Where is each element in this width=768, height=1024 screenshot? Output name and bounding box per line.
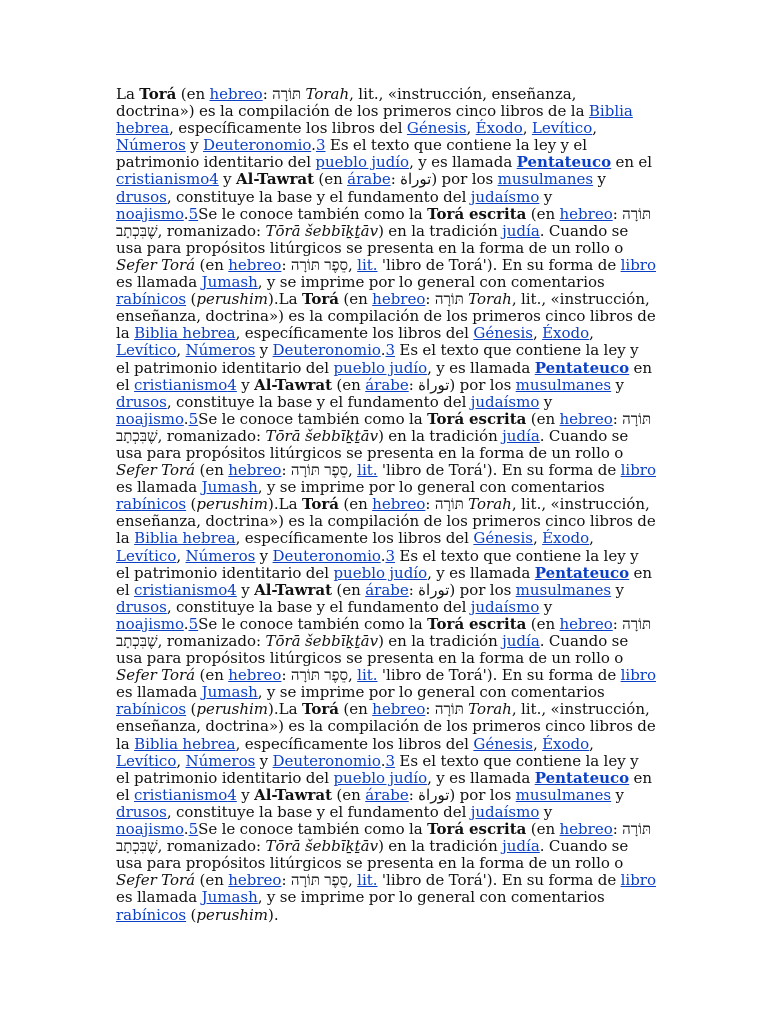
link-biblia-hebrea[interactable]: Biblia hebrea [134, 734, 236, 753]
text-run: , y es llamada [427, 358, 535, 377]
bold-term: Torá [301, 495, 340, 514]
link-cristianismo[interactable]: cristianismo [116, 170, 210, 189]
link-levitico[interactable]: Levítico [531, 119, 593, 138]
italic-term: Torah [305, 85, 350, 103]
text-run: es llamada [116, 888, 202, 907]
article-paragraph [116, 86, 656, 924]
bold-term: Torá escrita [427, 409, 527, 428]
text-run: : توراة) por los [408, 785, 516, 804]
link-judia[interactable]: judía [502, 426, 540, 445]
link-musulmanes[interactable]: musulmanes [515, 580, 612, 599]
text-run: : توراة) por los [408, 375, 516, 394]
text-run: (en [195, 461, 229, 480]
link-exodo[interactable]: Éxodo [475, 119, 523, 138]
link-jumash[interactable]: Jumash [201, 478, 258, 497]
link-biblia-hebrea[interactable]: Biblia hebrea [134, 529, 236, 548]
text-run: . [380, 341, 386, 360]
link-4[interactable]: 4 [227, 375, 237, 394]
italic-term: Tōrā šebbīḵṯāv [265, 632, 379, 650]
link-biblia-hebrea[interactable]: Biblia hebrea [134, 324, 236, 343]
text-run: en el [116, 563, 653, 599]
bold-term: Al-Tawrat [254, 580, 333, 599]
text-run: ) en la tradición [378, 837, 503, 856]
text-run: en el [116, 358, 653, 394]
link-hebreo[interactable]: hebreo [209, 85, 263, 103]
text-run: y [539, 802, 553, 821]
link-judia[interactable]: judía [502, 221, 540, 240]
text-run: , y es llamada [409, 153, 517, 172]
link-numeros[interactable]: Números [185, 546, 256, 565]
bold-term: Torá escrita [427, 614, 527, 633]
text-run: y [185, 136, 204, 155]
link-musulmanes[interactable]: musulmanes [515, 785, 612, 804]
link-jumash[interactable]: Jumash [201, 888, 258, 907]
text-run: . [380, 751, 386, 770]
link-arabe[interactable]: árabe [347, 170, 391, 189]
link-judia[interactable]: judía [502, 632, 540, 650]
text-run: y [255, 546, 273, 565]
text-run: , [592, 119, 598, 138]
link-cristianismo[interactable]: cristianismo [134, 375, 228, 394]
text-run: ( [186, 290, 197, 309]
link-3[interactable]: 3 [315, 136, 326, 155]
text-run: , constituye la base y el fundamento del [166, 392, 471, 411]
bold-term: Al-Tawrat [254, 785, 333, 804]
link-judaismo[interactable]: judaísmo [470, 392, 540, 411]
text-run: , [532, 734, 543, 753]
link-4[interactable]: 4 [209, 170, 219, 189]
text-run: ) en la tradición [378, 221, 503, 240]
link-numeros[interactable]: Números [185, 751, 256, 770]
text-run: La [116, 85, 140, 103]
link-genesis[interactable]: Génesis [473, 734, 533, 753]
text-run: , y se imprime por lo general con comentarios [257, 478, 605, 497]
text-run: (en [195, 871, 229, 890]
text-run: (en [339, 290, 373, 309]
link-jumash[interactable]: Jumash [201, 273, 258, 292]
link-noajismo[interactable]: noajismo [116, 820, 184, 839]
link-musulmanes[interactable]: musulmanes [497, 170, 594, 189]
link-lit[interactable]: lit. [357, 255, 378, 274]
text-run: , específicamente los libros del [235, 734, 474, 753]
link-hebreo[interactable]: hebreo [559, 820, 613, 839]
text-run: . [183, 204, 189, 223]
text-run: Es el texto que contiene la ley y el patrimonio identitario del [116, 341, 639, 377]
text-run: , [589, 324, 594, 343]
text-run: y [218, 170, 237, 189]
link-hebreo[interactable]: hebreo [228, 871, 282, 890]
text-run: : توراة) por los [408, 580, 516, 599]
italic-term: perushim [196, 290, 269, 309]
text-run: La [278, 700, 302, 719]
text-run: , [466, 119, 476, 138]
link-3[interactable]: 3 [385, 751, 396, 770]
text-run: (en [339, 495, 373, 514]
link-judaismo[interactable]: judaísmo [470, 597, 540, 616]
text-run: es llamada [116, 273, 202, 292]
link-hebreo[interactable]: hebreo [228, 666, 282, 685]
text-run: , específicamente los libros del [235, 324, 474, 343]
italic-term: Tōrā šebbīḵṯāv [265, 221, 379, 240]
text-run: en el [611, 153, 653, 172]
bold-term: Al-Tawrat [254, 375, 333, 394]
bold-term: Torá escrita [427, 204, 527, 223]
text-run: : תּוֹרָה [425, 495, 469, 514]
link-judia[interactable]: judía [502, 837, 540, 856]
text-run: , [522, 119, 532, 138]
text-run: (en [526, 614, 560, 633]
link-deuteronomio[interactable]: Deuteronomio [272, 341, 381, 360]
text-run: , [589, 734, 594, 753]
link-levitico[interactable]: Levítico [116, 341, 177, 360]
link-pentateuco[interactable]: Pentateuco [516, 153, 612, 172]
text-run: Se le conoce también como la [198, 820, 428, 839]
text-run: Es el texto que contiene la ley y el patrimonio identitario del [116, 136, 588, 172]
bold-term: Torá escrita [427, 820, 527, 839]
text-run: (en [526, 820, 560, 839]
link-lit[interactable]: lit. [357, 666, 378, 685]
text-run: : תּוֹרָה [425, 700, 469, 719]
text-run: 'libro de Torá'). En su forma de [377, 255, 621, 274]
bold-term: Torá [139, 85, 177, 103]
text-run: , y se imprime por lo general con comentarios [257, 888, 605, 907]
link-hebreo[interactable]: hebreo [372, 290, 426, 309]
text-run: 'libro de Torá'). En su forma de [377, 871, 621, 890]
link-4[interactable]: 4 [227, 785, 237, 804]
link-rabinicos[interactable]: rabínicos [116, 495, 187, 514]
text-run: . Cuando se usa para propósitos litúrgicos se presenta en la forma de un rollo o [116, 221, 629, 257]
text-run: , [532, 529, 543, 548]
text-run: (en [314, 170, 348, 189]
link-arabe[interactable]: árabe [365, 785, 409, 804]
text-run: (en [195, 666, 229, 685]
text-run: , y es llamada [427, 768, 535, 787]
link-drusos[interactable]: drusos [116, 597, 167, 616]
italic-term: Sefer Torá [116, 255, 196, 274]
text-run: . Cuando se usa para propósitos litúrgicos se presenta en la forma de un rollo o [116, 426, 629, 462]
italic-term: Torah [468, 495, 512, 514]
text-run: , [176, 546, 186, 565]
text-run: , constituye la base y el fundamento del [166, 187, 471, 206]
link-noajismo[interactable]: noajismo [116, 409, 184, 428]
text-run: y [539, 187, 553, 206]
link-hebreo[interactable]: hebreo [372, 700, 426, 719]
text-run: . [380, 546, 386, 565]
text-run: La [278, 290, 302, 309]
text-run: : תּוֹרָה [262, 85, 306, 103]
link-exodo[interactable]: Éxodo [542, 324, 590, 343]
link-numeros[interactable]: Números [185, 341, 256, 360]
text-run: ( [186, 495, 197, 514]
italic-term: Sefer Torá [116, 871, 196, 890]
link-biblia-hebrea[interactable]: Biblia hebrea [116, 102, 633, 138]
link-5[interactable]: 5 [188, 614, 199, 633]
italic-term: perushim [196, 700, 269, 719]
text-run: , y se imprime por lo general con comentarios [257, 273, 605, 292]
link-4[interactable]: 4 [227, 580, 237, 599]
text-run: , constituye la base y el fundamento del [166, 597, 471, 616]
text-run: , [532, 324, 543, 343]
text-run: , lit., «instrucción, enseñanza, doctrina») es la compilación de los primeros cinco libros de la [116, 85, 589, 121]
text-run: 'libro de Torá'). En su forma de [377, 666, 621, 685]
bold-term: Torá [301, 700, 340, 719]
text-run: : סֵפֶר תּוֹרָה, [281, 461, 358, 480]
link-arabe[interactable]: árabe [365, 375, 409, 394]
link-lit[interactable]: lit. [357, 871, 378, 890]
text-run: (en [526, 409, 560, 428]
bold-term: Al-Tawrat [236, 170, 315, 189]
link-judaismo[interactable]: judaísmo [470, 802, 540, 821]
text-run: : תּוֹרָה שֶׁבִּכְתָב, romanizado: [116, 820, 652, 856]
text-run: es llamada [116, 683, 202, 702]
link-hebreo[interactable]: hebreo [559, 409, 613, 428]
link-rabinicos[interactable]: rabínicos [116, 700, 187, 719]
italic-term: Torah [468, 290, 512, 309]
link-pentateuco[interactable]: Pentateuco [534, 358, 630, 377]
link-levitico[interactable]: Levítico [116, 546, 177, 565]
text-run: Se le conoce también como la [198, 204, 428, 223]
text-run: Se le conoce también como la [198, 614, 428, 633]
text-run: . [183, 820, 189, 839]
text-run: : סֵפֶר תּוֹרָה, [281, 871, 358, 890]
link-musulmanes[interactable]: musulmanes [515, 375, 612, 394]
text-run: y [593, 170, 606, 189]
text-run: Es el texto que contiene la ley y el patrimonio identitario del [116, 546, 639, 582]
text-run: : סֵפֶר תּוֹרָה, [281, 255, 358, 274]
italic-term: Sefer Torá [116, 461, 196, 480]
link-pueblo-judio[interactable]: pueblo judío [315, 153, 410, 172]
link-exodo[interactable]: Éxodo [542, 529, 590, 548]
text-run: en el [116, 768, 653, 804]
link-numeros[interactable]: Números [116, 136, 186, 155]
link-genesis[interactable]: Génesis [473, 529, 533, 548]
text-run: ( [186, 905, 197, 924]
text-run: y [539, 392, 553, 411]
link-libro[interactable]: libro [620, 255, 656, 274]
text-run: , [176, 751, 186, 770]
link-rabinicos[interactable]: rabínicos [116, 905, 187, 924]
text-run: y [611, 375, 624, 394]
link-5[interactable]: 5 [188, 409, 199, 428]
link-libro[interactable]: libro [620, 871, 656, 890]
text-run: . [311, 136, 316, 155]
text-run: . Cuando se usa para propósitos litúrgicos se presenta en la forma de un rollo o [116, 632, 629, 668]
link-deuteronomio[interactable]: Deuteronomio [272, 751, 381, 770]
text-run: La [278, 495, 302, 514]
text-run: : תּוֹרָה [425, 290, 469, 309]
link-noajismo[interactable]: noajismo [116, 614, 184, 633]
italic-term: Sefer Torá [116, 666, 196, 685]
text-run: , constituye la base y el fundamento del [166, 802, 471, 821]
text-run: (en [339, 700, 373, 719]
link-lit[interactable]: lit. [357, 461, 378, 480]
text-run: ) en la tradición [378, 632, 503, 650]
link-3[interactable]: 3 [385, 546, 396, 565]
link-pentateuco[interactable]: Pentateuco [534, 563, 630, 582]
text-run: y [539, 597, 553, 616]
text-run: : توراة) por los [390, 170, 498, 189]
text-run: y [255, 341, 273, 360]
link-pueblo-judio[interactable]: pueblo judío [333, 563, 428, 582]
text-run: y [236, 375, 255, 394]
link-libro[interactable]: libro [620, 666, 656, 685]
link-levitico[interactable]: Levítico [116, 751, 177, 770]
text-run: , lit., «instrucción, enseñanza, doctrina») es la compilación de los primeros cinco libros de la [116, 290, 656, 343]
italic-term: perushim [196, 495, 269, 514]
link-drusos[interactable]: drusos [116, 187, 167, 206]
text-run: , [176, 341, 186, 360]
text-run: Se le conoce también como la [198, 409, 428, 428]
text-run: ) en la tradición [378, 426, 503, 445]
text-run: ). [268, 905, 279, 924]
link-5[interactable]: 5 [188, 204, 199, 223]
text-run: : תּוֹרָה שֶׁבִּכְתָב, romanizado: [116, 409, 652, 445]
text-run: (en [195, 255, 229, 274]
link-jumash[interactable]: Jumash [201, 683, 258, 702]
link-exodo[interactable]: Éxodo [542, 734, 590, 753]
link-hebreo[interactable]: hebreo [372, 495, 426, 514]
italic-term: Tōrā šebbīḵṯāv [265, 837, 379, 856]
text-run: 'libro de Torá'). En su forma de [377, 461, 621, 480]
text-run: y [236, 580, 255, 599]
link-noajismo[interactable]: noajismo [116, 204, 184, 223]
text-run: , lit., «instrucción, enseñanza, doctrina») es la compilación de los primeros cinco libros de la [116, 495, 656, 548]
link-deuteronomio[interactable]: Deuteronomio [203, 136, 312, 155]
link-arabe[interactable]: árabe [365, 580, 409, 599]
link-hebreo[interactable]: hebreo [228, 461, 282, 480]
text-run: , específicamente los libros del [169, 119, 407, 138]
link-libro[interactable]: libro [620, 461, 656, 480]
text-run: ( [186, 700, 197, 719]
text-run: (en [176, 85, 210, 103]
link-cristianismo[interactable]: cristianismo [134, 785, 228, 804]
link-rabinicos[interactable]: rabínicos [116, 290, 187, 309]
text-run: es llamada [116, 478, 202, 497]
link-hebreo[interactable]: hebreo [559, 204, 613, 223]
link-drusos[interactable]: drusos [116, 392, 167, 411]
link-genesis[interactable]: Génesis [473, 324, 533, 343]
link-judaismo[interactable]: judaísmo [470, 187, 540, 206]
text-run: (en [332, 375, 366, 394]
text-run: : סֵפֶר תּוֹרָה, [281, 666, 358, 685]
link-hebreo[interactable]: hebreo [228, 255, 282, 274]
link-pueblo-judio[interactable]: pueblo judío [333, 768, 428, 787]
article-body [116, 86, 656, 924]
text-run: y [236, 785, 255, 804]
text-run: , específicamente los libros del [235, 529, 474, 548]
text-run: , [589, 529, 594, 548]
link-deuteronomio[interactable]: Deuteronomio [272, 546, 381, 565]
text-run: : תּוֹרָה שֶׁבִּכְתָב, romanizado: [116, 614, 652, 650]
text-run: ). [268, 495, 279, 514]
text-run: : תּוֹרָה שֶׁבִּכְתָב, romanizado: [116, 204, 652, 240]
text-run: (en [526, 204, 560, 223]
italic-term: Torah [468, 700, 512, 719]
link-3[interactable]: 3 [385, 341, 396, 360]
link-hebreo[interactable]: hebreo [559, 614, 613, 633]
text-run: , y es llamada [427, 563, 535, 582]
text-run: Es el texto que contiene la ley y el patrimonio identitario del [116, 751, 639, 787]
text-run: , y se imprime por lo general con comentarios [257, 683, 605, 702]
text-run: (en [332, 580, 366, 599]
text-run: ). [268, 290, 279, 309]
text-run: . [183, 409, 189, 428]
link-5[interactable]: 5 [188, 820, 199, 839]
text-run: , lit., «instrucción, enseñanza, doctrina») es la compilación de los primeros cinco libros de la [116, 700, 656, 753]
bold-term: Torá [301, 290, 340, 309]
text-run: (en [332, 785, 366, 804]
italic-term: perushim [196, 905, 269, 924]
text-run: ). [268, 700, 279, 719]
text-run: . [183, 614, 189, 633]
link-pentateuco[interactable]: Pentateuco [534, 768, 630, 787]
link-pueblo-judio[interactable]: pueblo judío [333, 358, 428, 377]
link-genesis[interactable]: Génesis [406, 119, 467, 138]
text-run: y [255, 751, 273, 770]
link-cristianismo[interactable]: cristianismo [134, 580, 228, 599]
text-run: . Cuando se usa para propósitos litúrgicos se presenta en la forma de un rollo o [116, 837, 629, 873]
italic-term: Tōrā šebbīḵṯāv [265, 426, 379, 445]
text-run: y [611, 580, 624, 599]
link-drusos[interactable]: drusos [116, 802, 167, 821]
text-run: y [611, 785, 624, 804]
